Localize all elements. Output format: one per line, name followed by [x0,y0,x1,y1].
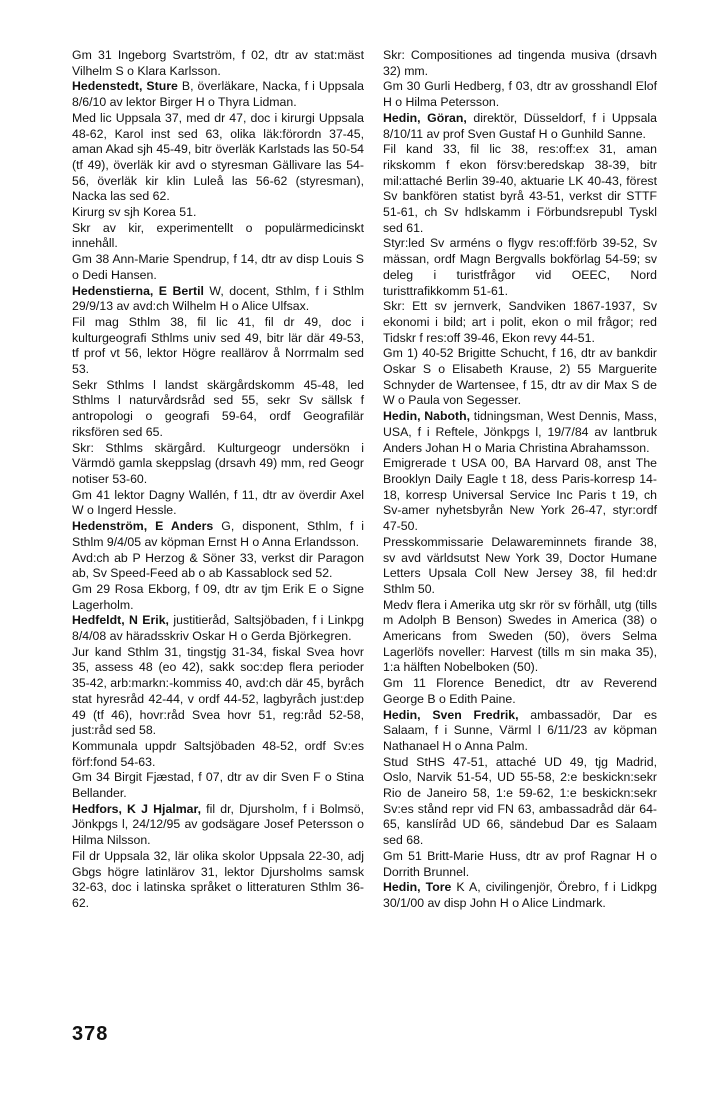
entry-text: Sekr Sthlms l landst skärgårdskomm 45-48, led Sthlms l naturvårdsråd sed 55, sekr Sv sällsk f antropologi o geografi 59-64, ordf Geografilär riksfören sed 65. [72,377,364,439]
entry-paragraph [383,598,657,677]
entry-text: Gm 51 Britt-Marie Huss, dtr av prof Ragnar H o Dorrith Brunnel. [383,848,657,879]
page-number: 378 [72,1023,109,1045]
entry-paragraph [383,236,657,299]
entry-text: Skr: Compositiones ad tingenda musiva (drsavh 32) mm. [383,48,657,78]
entry-text: Presskommissarie Delawareminnets firande 38, sv avd världsutst New York 39, Doctor Humane Letters Upsala Coll New Jersey 38, fil hed:dr Sthlm 50. [383,534,657,596]
entry-text: ambassadör, Dar es Salaam, f i Sunne, Värml l 6/11/23 av köpman Nathanael H o Anna Palm. [383,707,657,753]
entry-paragraph [72,205,364,221]
entry-name: Hedin, Göran, [383,110,467,125]
entry-paragraph [72,849,364,912]
entry-name: Hedfors, K J Hjalmar, [72,801,201,816]
entry-text: fil dr, Djursholm, f i Bolmsö, Jönkpgs l, 24/12/95 av godsägare Josef Petersson o Hilma Nilsson. [72,801,364,848]
entry-text: Fil mag Sthlm 38, fil lic 41, fil dr 49, doc i kulturgeografi Sthlms univ sed 49, bitr lär där 49-53, tf prof vt 56, lektor Högre reallärov å Norrmalm sed 53. [72,314,364,377]
entry-paragraph [72,111,364,205]
entry-text: B, överläkare, Nacka, f i Uppsala 8/6/10 av lektor Birger H o Thyra Lidman. [72,79,364,110]
biography-entry [72,613,364,644]
entry-paragraph [383,676,657,707]
entry-paragraph [383,849,657,880]
entry-text: Gm 29 Rosa Ekborg, f 09, dtr av tjm Erik E o Signe Lagerholm. [72,581,364,612]
entry-paragraph [383,456,657,535]
entry-text: Skr: Ett sv jernverk, Sandviken 1867-1937, Sv ekonomi i bild; art i polit, ekon o mil frågor; red Tidskr f res:off 39-46, Ekon revy 44-51. [383,299,657,345]
entry-text: justitieråd, Saltsjöbaden, f i Linkpg 8/4/08 av häradsskriv Oskar H o Gerda Björkegren. [72,613,364,644]
entry-name: Hedin, Tore [383,880,452,895]
entry-text: direktör, Düsseldorf, f i Uppsala 8/10/11 av prof Sven Gustaf H o Gunhild Sanne. [383,110,657,141]
entry-paragraph [72,551,364,582]
entry-text: Emigrerade t USA 00, BA Harvard 08, anst The Brooklyn Daily Eagle t 18, dess Paris-korresp 14-18, korresp Universal Service Inc Paris t 19, ch Sv-amer nyhetsbyrån New York 26-47, styr:ordf 47-50. [383,456,657,534]
entry-text: W, docent, Sthlm, f i Sthlm 29/9/13 av avd:ch Wilhelm H o Alice Ulfsax. [72,283,364,314]
biography-entry [72,802,364,849]
entry-text: Jur kand Sthlm 31, tingstjg 31-34, fiskal Svea hovr 35, assess 48 (eo 42), sakk soc:dep flera perioder 35-42, arb:markn:-kommiss 40, avd:ch där 45, byråch stat hyresråd 42-44, v ordf 44-52, lagbyråch just:dep 49 (tf 46), hovr:råd Svea hovr 51, reg:råd 52-58, just:råd sed 58. [72,644,364,738]
entry-text: Avd:ch ab P Herzog & Söner 33, verkst dir Paragon ab, Sv Speed-Feed ab o ab Kassablock sed 52. [72,550,364,581]
biography-entry [383,111,657,142]
entry-text: Skr av kir, experimentellt o populärmedicinskt innehåll. [72,220,364,251]
entry-text: Stud StHS 47-51, attaché UD 49, tjg Madrid, Oslo, Narvik 51-54, UD 55-58, 2:e beskickn:sekr Rio de Janeiro 58, 1:e 59-62, 1:e beskickn:sekr Sv:es stånd repr vid FN 63, ambassadråd där 64-65, kanslíråd UD 66, sändebud Dar es Salaam sed 68. [383,754,657,848]
entry-text: Gm 11 Florence Benedict, dtr av Reverend George B o Edith Paine. [383,676,657,706]
entry-paragraph [72,582,364,613]
entry-paragraph [72,378,364,441]
entry-paragraph [383,142,657,236]
biography-entry [72,284,364,315]
entry-paragraph [383,79,657,110]
entry-name: Hedenstedt, Sture [72,79,178,94]
entry-text: Gm 38 Ann-Marie Spendrup, f 14, dtr av disp Louis S o Dedi Hansen. [72,252,364,282]
entry-paragraph [383,346,657,409]
entry-text: Kirurg sv sjh Korea 51. [72,205,197,220]
entry-paragraph [72,221,364,252]
entry-text: Kommunala uppdr Saltsjöbaden 48-52, ordf Sv:es förf:fond 54-63. [72,738,364,769]
entry-text: Skr: Sthlms skärgård. Kulturgeogr undersökn i Värmdö gamla skeppslag (drsavh 49) mm, red Geogr notiser 53-60. [72,440,364,486]
entry-paragraph [383,535,657,598]
left-column [72,48,364,912]
entry-name: Hedin, Naboth, [383,409,471,424]
entry-paragraph [72,488,364,519]
right-column [383,48,657,912]
biography-entry [383,409,657,456]
entry-paragraph [383,299,657,346]
entry-text: Gm 1) 40-52 Brigitte Schucht, f 16, dtr av bankdir Oskar S o Elisabeth Krause, 2) 55 Marguerite Schnyder de Wartensee, f 15, dtr av dir Max S de W o Paula von Segesser. [383,346,657,408]
entry-paragraph [72,315,364,378]
entry-name: Hedfeldt, N Erik, [72,613,169,628]
entry-text: G, disponent, Sthlm, f i Sthlm 9/4/05 av köpman Ernst H o Anna Erlandsson. [72,519,365,549]
entry-text: Styr:led Sv arméns o flygv res:off:förb 39-52, Sv mässan, ordf Magn Bergvalls bokförlag 54-59; sv deleg i turistfrågor vid OEEC, Nord turisttrafikkomm 51-61. [383,236,657,298]
entry-paragraph [72,48,364,79]
entry-paragraph [72,770,364,801]
entry-text: Gm 30 Gurli Hedberg, f 03, dtr av grosshandl Elof H o Hilma Petersson. [383,79,657,110]
entry-paragraph [383,755,657,849]
entry-text: Medv flera i Amerika utg skr rör sv förhåll, utg (tills m Adolph B Benson) Swedes in America (38) o Americans from Sweden (50), övers Selma Lagerlöfs noveller: Harvest (tills m sin maka 35), 1:a hälften Nobelboken (50). [383,597,657,675]
biography-entry [383,708,657,755]
entry-text: Gm 31 Ingeborg Svartström, f 02, dtr av stat:mäst Vilhelm S o Klara Karlsson. [72,48,364,78]
biography-entry [383,880,657,911]
entry-name: Hedin, Sven Fredrik, [383,707,519,722]
entry-text: Gm 34 Birgit Fjæstad, f 07, dtr av dir Sven F o Stina Bellander. [72,770,364,801]
entry-paragraph [72,645,364,739]
entry-text: Gm 41 lektor Dagny Wallén, f 11, dtr av överdir Axel W o Ingerd Hessle. [72,487,364,518]
entry-text: Fil kand 33, fil lic 38, res:off:ex 31, aman rikskomm f ekon försv:beredskap 38-39, bitr mil:attaché Berlin 39-40, aktuarie LK 40-43, förest Sv bankfören statist byrå 43-51, verkst dir STTF 51-61, ch Sv hdlskamm i Förbundsrepubl Tyskl sed 61. [383,142,657,235]
entry-name: Hedenström, E Anders [72,519,214,534]
entry-paragraph [72,441,364,488]
entry-name: Hedenstierna, E Bertil [72,283,204,298]
biography-entry [72,79,364,110]
biography-entry [72,519,364,550]
entry-text: Fil dr Uppsala 32, lär olika skolor Uppsala 22-30, adj Gbgs högre latinlärov 31, lektor Djursholms samsk 32-63, doc i latinska språket o litteraturen Sthlm 36-62. [72,848,364,910]
entry-paragraph [72,739,364,770]
entry-text: Med lic Uppsala 37, med dr 47, doc i kirurgi Uppsala 48-62, Karol inst sed 63, olika läk:förordn 37-45, aman Akad sjh 45-49, bitr överläk Karlstads las 50-54 (tf 49), överläk kir avd o styresman Gällivare las 54-56, överläk kir klin Luleå las 56-62 (styresman), Nacka las sed 62. [72,110,364,204]
entry-text: K A, civilingenjör, Örebro, f i Lidkpg 30/1/00 av disp John H o Alice Lindmark. [383,880,657,910]
entry-paragraph [383,48,657,79]
entry-paragraph [72,252,364,283]
entry-text: tidningsman, West Dennis, Mass, USA, f i Reftele, Jönkpgs l, 19/7/84 av lantbruk Anders Johan H o Maria Christina Abrahamsson. [383,409,657,455]
